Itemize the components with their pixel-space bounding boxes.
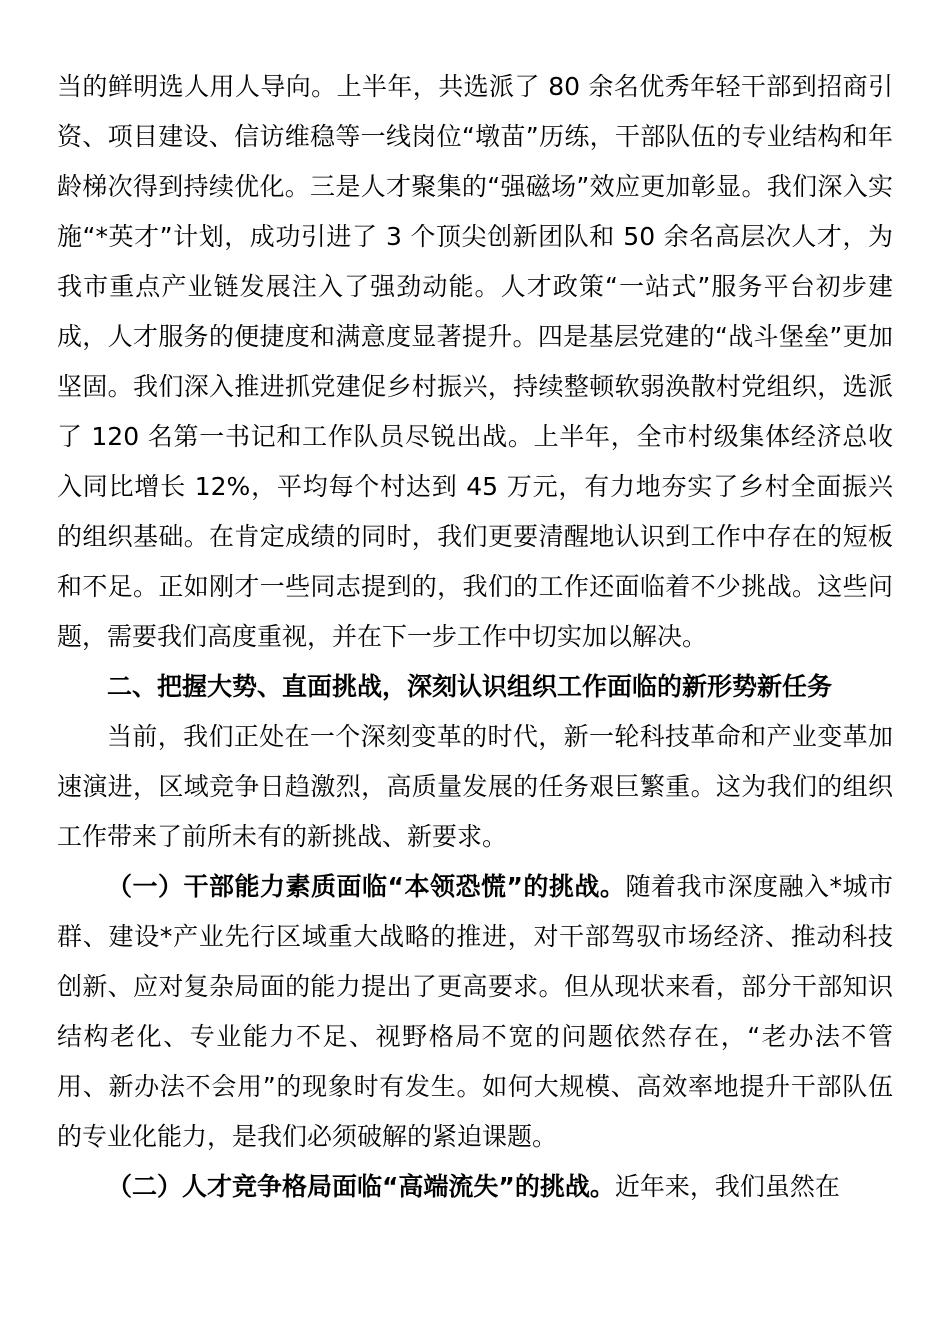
para-challenge-2 — [57, 1162, 893, 1212]
para-challenge-1 — [57, 862, 893, 1162]
para-challenge-2-segment-1: 近年来，我们虽然在 — [614, 1172, 840, 1201]
heading-section-2 — [57, 662, 893, 712]
para-challenge-2-segment-0: （二）人才竞争格局面临“高端流失”的挑战。 — [107, 1172, 615, 1201]
para-achievements-continuation-segment-0: 当的鲜明选人用人导向。上半年，共选派了 80 余名优秀年轻干部到招商引资、项目建设、信访维稳等一线岗位“墩苗”历练，干部队伍的专业结构和年龄梯次得到持续优化。三是人才聚集的“强磁场”效应更加彰显。我们深入实施“*英才”计划，成功引进了 3 个顶尖创新团队和 50 余名高层次人才，为我市重点产业链发展注入了强劲动能。人才政策“一站式”服务平台初步建成，人才服务的便捷度和满意度显著提升。四是基层党建的“战斗堡垒”更加坚固。我们深入推进抓党建促乡村振兴，持续整顿软弱涣散村党组织，选派了 120 名第一书记和工作队员尽锐出战。上半年，全市村级集体经济总收入同比增长 12%，平均每个村达到 45 万元，有力地夯实了乡村全面振兴的组织基础。在肯定成绩的同时，我们更要清醒地认识到工作中存在的短板和不足。正如刚才一些同志提到的，我们的工作还面临着不少挑战。这些问题，需要我们高度重视，并在下一步工作中切实加以解决。 — [57, 72, 893, 651]
heading-section-2-segment-0: 二、把握大势、直面挑战，深刻认识组织工作面临的新形势新任务 — [107, 672, 833, 701]
para-current-situation — [57, 712, 893, 862]
para-achievements-continuation — [57, 62, 893, 662]
para-current-situation-segment-0: 当前，我们正处在一个深刻变革的时代，新一轮科技革命和产业变革加速演进，区域竞争日趋激烈，高质量发展的任务艰巨繁重。这为我们的组织工作带来了前所未有的新挑战、新要求。 — [57, 722, 893, 851]
para-challenge-1-segment-1: 随着我市深度融入*城市群、建设*产业先行区域重大战略的推进，对干部驾驭市场经济、推动科技创新、应对复杂局面的能力提出了更高要求。但从现状来看，部分干部知识结构老化、专业能力不足、视野格局不宽的问题依然存在，“老办法不管用、新办法不会用”的现象时有发生。如何大规模、高效率地提升干部队伍的专业化能力，是我们必须破解的紧迫课题。 — [57, 872, 893, 1151]
para-challenge-1-segment-0: （一）干部能力素质面临“本领恐慌”的挑战。 — [107, 872, 626, 901]
